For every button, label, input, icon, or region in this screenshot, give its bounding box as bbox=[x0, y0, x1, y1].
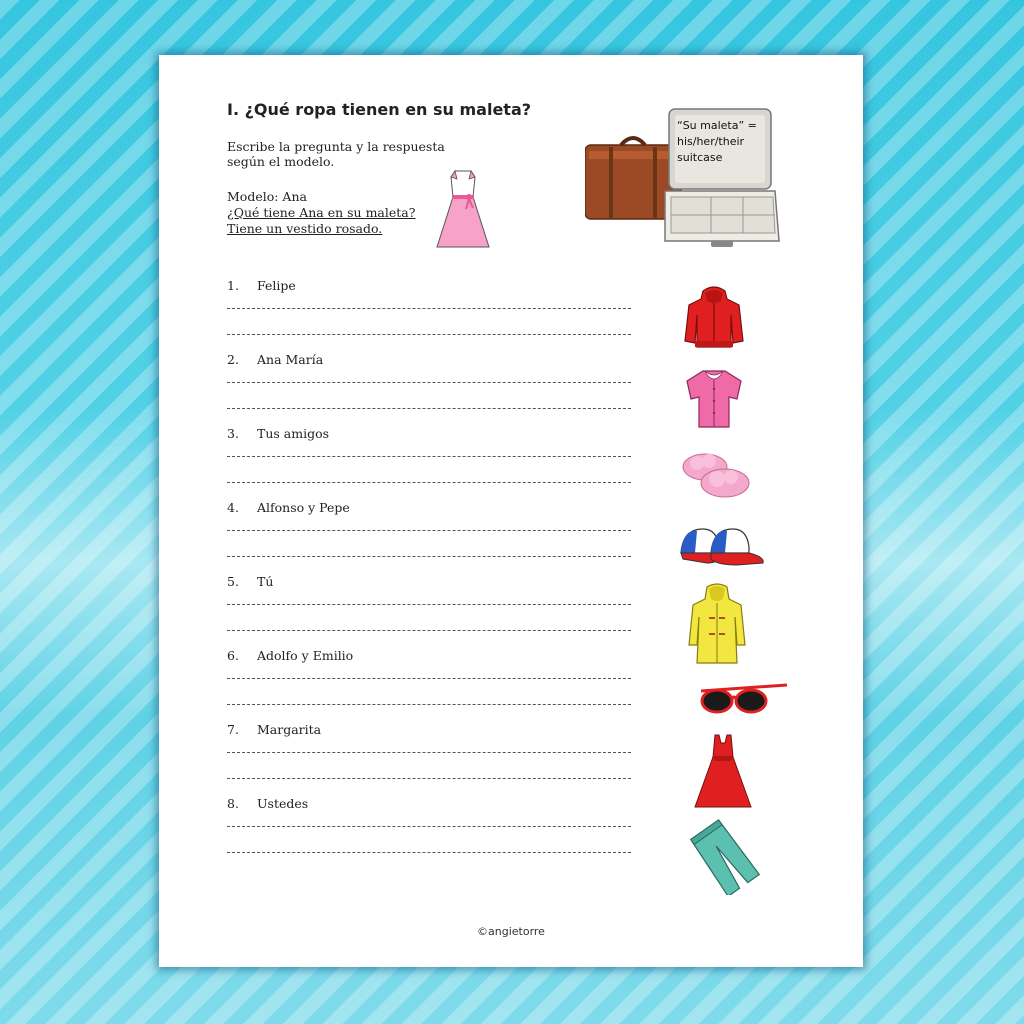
item-name: Ustedes bbox=[257, 796, 309, 811]
red-sunglasses-icon bbox=[699, 681, 789, 717]
item-number: 6. bbox=[227, 648, 239, 663]
exercise-item-1 bbox=[227, 278, 631, 348]
answer-line[interactable] bbox=[227, 604, 631, 605]
item-number: 4. bbox=[227, 500, 239, 515]
item-number: 2. bbox=[227, 352, 239, 367]
item-number: 1. bbox=[227, 278, 239, 293]
exercise-item-6 bbox=[227, 648, 631, 718]
answer-line[interactable] bbox=[227, 678, 631, 679]
exercise-item-7 bbox=[227, 722, 631, 792]
suitcase-note: “Su maleta” = his/her/their suitcase bbox=[677, 119, 757, 164]
model-label: Modelo: Ana bbox=[227, 189, 307, 204]
answer-line[interactable] bbox=[227, 752, 631, 753]
model-question: ¿Qué tiene Ana en su maleta? bbox=[227, 205, 416, 220]
answer-line[interactable] bbox=[227, 382, 631, 383]
answer-line[interactable] bbox=[227, 308, 631, 309]
pink-slippers-icon bbox=[679, 447, 755, 503]
item-number: 7. bbox=[227, 722, 239, 737]
pink-blouse-icon bbox=[683, 365, 745, 431]
pink-dress-icon bbox=[433, 169, 493, 251]
item-name: Margarita bbox=[257, 722, 322, 737]
instructions: Escribe la pregunta y la respuesta según el modelo. bbox=[227, 139, 445, 169]
exercise-item-4 bbox=[227, 500, 631, 570]
item-name: Ana María bbox=[257, 352, 324, 367]
answer-line[interactable] bbox=[227, 778, 631, 779]
answer-line[interactable] bbox=[227, 482, 631, 483]
exercise-item-2 bbox=[227, 352, 631, 422]
red-dress-icon bbox=[693, 733, 753, 811]
item-name: Felipe bbox=[257, 278, 296, 293]
answer-line[interactable] bbox=[227, 456, 631, 457]
item-name: Alfonso y Pepe bbox=[257, 500, 350, 515]
worksheet-page bbox=[159, 55, 863, 967]
answer-line[interactable] bbox=[227, 826, 631, 827]
answer-line[interactable] bbox=[227, 630, 631, 631]
worksheet-title: I. ¿Qué ropa tienen en su maleta? bbox=[227, 100, 532, 119]
answer-line[interactable] bbox=[227, 408, 631, 409]
item-name: Adolfo y Emilio bbox=[257, 648, 354, 663]
exercise-item-5 bbox=[227, 574, 631, 644]
baseball-caps-icon bbox=[677, 523, 767, 571]
item-name: Tú bbox=[257, 574, 274, 589]
answer-line[interactable] bbox=[227, 556, 631, 557]
red-hoodie-icon bbox=[681, 285, 747, 351]
item-number: 8. bbox=[227, 796, 239, 811]
exercise-item-8 bbox=[227, 796, 631, 866]
item-name: Tus amigos bbox=[257, 426, 330, 441]
exercise-item-3 bbox=[227, 426, 631, 496]
answer-line[interactable] bbox=[227, 704, 631, 705]
teal-pants-icon bbox=[685, 819, 765, 895]
answer-line[interactable] bbox=[227, 530, 631, 531]
model-answer: Tiene un vestido rosado. bbox=[227, 221, 383, 236]
item-number: 5. bbox=[227, 574, 239, 589]
yellow-raincoat-icon bbox=[687, 583, 747, 667]
answer-line[interactable] bbox=[227, 334, 631, 335]
answer-line[interactable] bbox=[227, 852, 631, 853]
copyright-footer: ©angietorre bbox=[477, 925, 545, 938]
item-number: 3. bbox=[227, 426, 239, 441]
